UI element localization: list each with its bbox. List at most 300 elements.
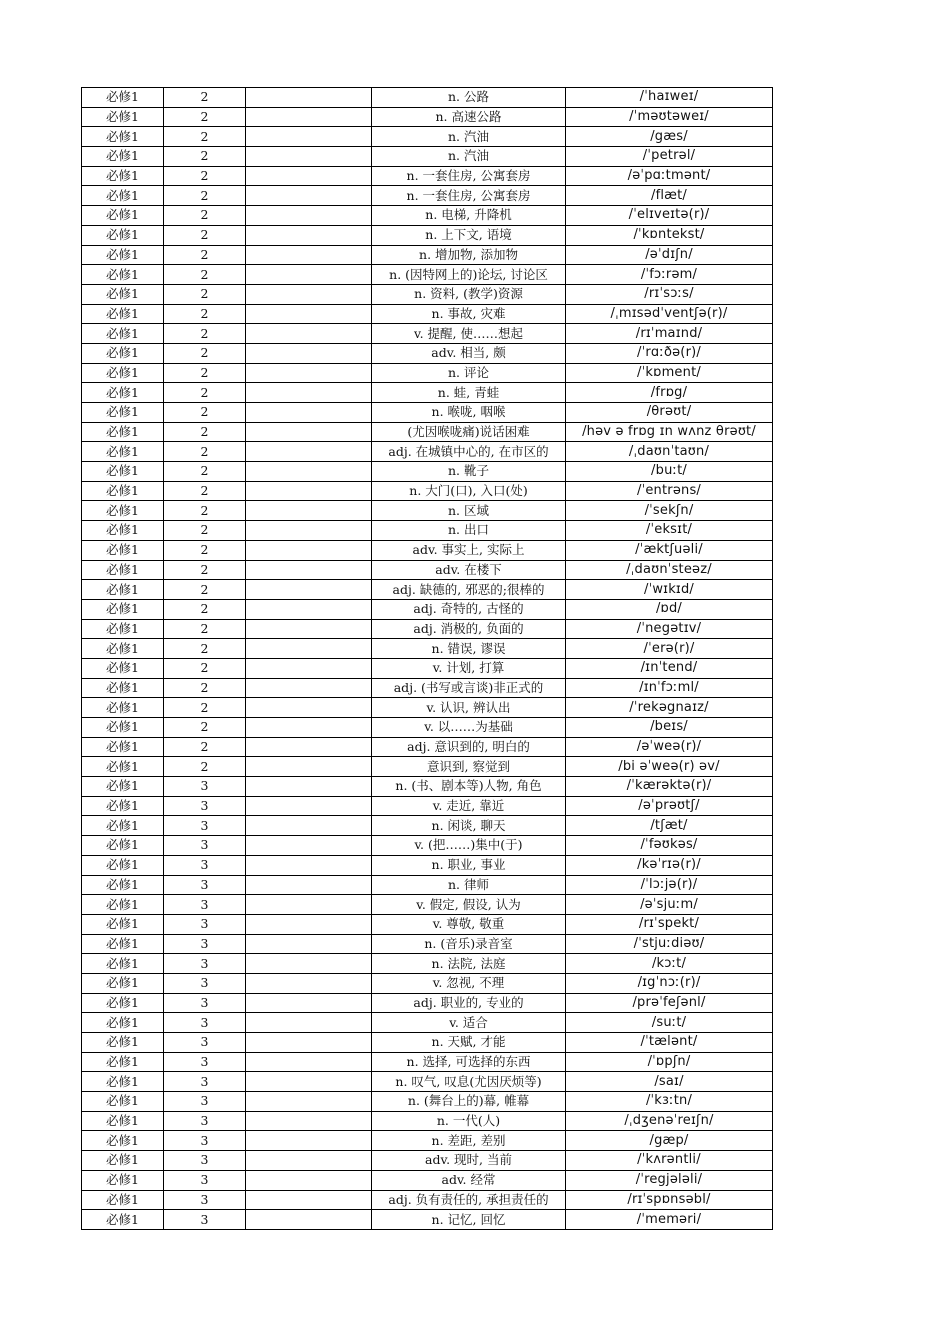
unit-cell: 3 — [164, 1033, 246, 1053]
unit-cell: 2 — [164, 107, 246, 127]
book-cell: 必修1 — [82, 127, 164, 147]
meaning-cell: n. 靴子 — [372, 462, 566, 482]
meaning-cell: n. 闲谈, 聊天 — [372, 816, 566, 836]
phonetic-cell: /rɪˈspɒnsəbl/ — [566, 1190, 773, 1210]
phonetic-cell: /ˈelɪveɪtə(r)/ — [566, 206, 773, 226]
unit-cell: 2 — [164, 225, 246, 245]
meaning-cell: n. 高速公路 — [372, 107, 566, 127]
phonetic-cell: /ˈkʌrəntli/ — [566, 1151, 773, 1171]
table-row — [82, 521, 773, 541]
book-cell: 必修1 — [82, 422, 164, 442]
book-cell: 必修1 — [82, 737, 164, 757]
phonetic-cell: /ˈrɑːðə(r)/ — [566, 343, 773, 363]
phonetic-cell: /rɪˈspekt/ — [566, 914, 773, 934]
book-cell: 必修1 — [82, 403, 164, 423]
table-row — [82, 540, 773, 560]
table-row — [82, 186, 773, 206]
table-row — [82, 1131, 773, 1151]
word-cell — [246, 107, 372, 127]
book-cell: 必修1 — [82, 698, 164, 718]
table-row — [82, 284, 773, 304]
book-cell: 必修1 — [82, 265, 164, 285]
book-cell: 必修1 — [82, 954, 164, 974]
table-row — [82, 777, 773, 797]
book-cell: 必修1 — [82, 816, 164, 836]
meaning-cell: adj. 负有责任的, 承担责任的 — [372, 1190, 566, 1210]
meaning-cell: adj. 职业的, 专业的 — [372, 993, 566, 1013]
book-cell: 必修1 — [82, 757, 164, 777]
table-row — [82, 698, 773, 718]
unit-cell: 2 — [164, 599, 246, 619]
book-cell: 必修1 — [82, 501, 164, 521]
meaning-cell: v. 以……为基础 — [372, 718, 566, 738]
book-cell: 必修1 — [82, 875, 164, 895]
phonetic-cell: /ˈentrəns/ — [566, 481, 773, 501]
meaning-cell: (尤因喉咙痛)说话困难 — [372, 422, 566, 442]
book-cell: 必修1 — [82, 914, 164, 934]
book-cell: 必修1 — [82, 895, 164, 915]
phonetic-cell: /rɪˈmaɪnd/ — [566, 324, 773, 344]
meaning-cell: n. 大门(口), 入口(处) — [372, 481, 566, 501]
meaning-cell: adv. 事实上, 实际上 — [372, 540, 566, 560]
phonetic-cell: /flæt/ — [566, 186, 773, 206]
unit-cell: 2 — [164, 560, 246, 580]
word-cell — [246, 658, 372, 678]
book-cell: 必修1 — [82, 855, 164, 875]
meaning-cell: n. (舞台上的)幕, 帷幕 — [372, 1092, 566, 1112]
word-cell — [246, 993, 372, 1013]
phonetic-cell: /əˈprəʊtʃ/ — [566, 796, 773, 816]
phonetic-cell: /həv ə frɒg ɪn wʌnz θrəʊt/ — [566, 422, 773, 442]
table-row — [82, 1210, 773, 1230]
book-cell: 必修1 — [82, 658, 164, 678]
table-row — [82, 127, 773, 147]
phonetic-cell: /saɪ/ — [566, 1072, 773, 1092]
table-row — [82, 954, 773, 974]
phonetic-cell: /ˈstjuːdiəʊ/ — [566, 934, 773, 954]
unit-cell: 2 — [164, 363, 246, 383]
word-cell — [246, 166, 372, 186]
book-cell: 必修1 — [82, 580, 164, 600]
book-cell: 必修1 — [82, 284, 164, 304]
table-row — [82, 1111, 773, 1131]
word-cell — [246, 698, 372, 718]
phonetic-cell: /ˈkɒment/ — [566, 363, 773, 383]
phonetic-cell: /əˈweə(r)/ — [566, 737, 773, 757]
word-cell — [246, 816, 372, 836]
unit-cell: 2 — [164, 442, 246, 462]
word-cell — [246, 521, 372, 541]
unit-cell: 2 — [164, 501, 246, 521]
phonetic-cell: /ˈtælənt/ — [566, 1033, 773, 1053]
word-cell — [246, 501, 372, 521]
word-cell — [246, 403, 372, 423]
phonetic-cell: /ˈpetrəl/ — [566, 147, 773, 167]
table-row — [82, 836, 773, 856]
phonetic-cell: /ˈkɜːtn/ — [566, 1092, 773, 1112]
word-cell — [246, 580, 372, 600]
unit-cell: 2 — [164, 304, 246, 324]
book-cell: 必修1 — [82, 718, 164, 738]
unit-cell: 2 — [164, 718, 246, 738]
table-row — [82, 580, 773, 600]
table-row — [82, 1072, 773, 1092]
word-cell — [246, 1033, 372, 1053]
book-cell: 必修1 — [82, 1170, 164, 1190]
table-row — [82, 166, 773, 186]
book-cell: 必修1 — [82, 1131, 164, 1151]
phonetic-cell: /əˈsjuːm/ — [566, 895, 773, 915]
book-cell: 必修1 — [82, 678, 164, 698]
book-cell: 必修1 — [82, 1210, 164, 1230]
book-cell: 必修1 — [82, 1013, 164, 1033]
unit-cell: 3 — [164, 954, 246, 974]
word-cell — [246, 481, 372, 501]
word-cell — [246, 186, 372, 206]
unit-cell: 2 — [164, 422, 246, 442]
book-cell: 必修1 — [82, 383, 164, 403]
book-cell: 必修1 — [82, 107, 164, 127]
meaning-cell: adv. 相当, 颇 — [372, 343, 566, 363]
unit-cell: 2 — [164, 166, 246, 186]
meaning-cell: n. 电梯, 升降机 — [372, 206, 566, 226]
table-row — [82, 1013, 773, 1033]
unit-cell: 3 — [164, 895, 246, 915]
meaning-cell: v. 计划, 打算 — [372, 658, 566, 678]
meaning-cell: n. 一套住房, 公寓套房 — [372, 186, 566, 206]
word-cell — [246, 1013, 372, 1033]
meaning-cell: n. 资料, (教学)资源 — [372, 284, 566, 304]
unit-cell: 3 — [164, 1190, 246, 1210]
vocabulary-table-body — [82, 88, 773, 1230]
phonetic-cell: /bi əˈweə(r) əv/ — [566, 757, 773, 777]
meaning-cell: adv. 在楼下 — [372, 560, 566, 580]
unit-cell: 2 — [164, 737, 246, 757]
unit-cell: 3 — [164, 1151, 246, 1171]
meaning-cell: n. 上下文, 语境 — [372, 225, 566, 245]
meaning-cell: n. 叹气, 叹息(尤因厌烦等) — [372, 1072, 566, 1092]
book-cell: 必修1 — [82, 1072, 164, 1092]
book-cell: 必修1 — [82, 1052, 164, 1072]
phonetic-cell: /ˈsekʃn/ — [566, 501, 773, 521]
meaning-cell: n. 法院, 法庭 — [372, 954, 566, 974]
meaning-cell: adj. (书写或言谈)非正式的 — [372, 678, 566, 698]
phonetic-cell: /ˈkærəktə(r)/ — [566, 777, 773, 797]
unit-cell: 3 — [164, 1170, 246, 1190]
unit-cell: 3 — [164, 1111, 246, 1131]
phonetic-cell: /ˈerə(r)/ — [566, 639, 773, 659]
word-cell — [246, 1131, 372, 1151]
table-row — [82, 560, 773, 580]
table-row — [82, 816, 773, 836]
meaning-cell: n. 差距, 差别 — [372, 1131, 566, 1151]
word-cell — [246, 973, 372, 993]
table-row — [82, 855, 773, 875]
meaning-cell: n. 出口 — [372, 521, 566, 541]
word-cell — [246, 1190, 372, 1210]
phonetic-cell: /ɪnˈtend/ — [566, 658, 773, 678]
phonetic-cell: /ˈæktʃuəli/ — [566, 540, 773, 560]
meaning-cell: v. 假定, 假设, 认为 — [372, 895, 566, 915]
word-cell — [246, 718, 372, 738]
book-cell: 必修1 — [82, 88, 164, 108]
phonetic-cell: /gæs/ — [566, 127, 773, 147]
phonetic-cell: /buːt/ — [566, 462, 773, 482]
unit-cell: 2 — [164, 88, 246, 108]
word-cell — [246, 639, 372, 659]
meaning-cell: n. 评论 — [372, 363, 566, 383]
book-cell: 必修1 — [82, 206, 164, 226]
unit-cell: 3 — [164, 993, 246, 1013]
word-cell — [246, 678, 372, 698]
table-row — [82, 481, 773, 501]
word-cell — [246, 599, 372, 619]
table-row — [82, 88, 773, 108]
table-row — [82, 718, 773, 738]
unit-cell: 3 — [164, 816, 246, 836]
phonetic-cell: /ˌdaʊnˈsteəz/ — [566, 560, 773, 580]
unit-cell: 3 — [164, 1052, 246, 1072]
word-cell — [246, 343, 372, 363]
unit-cell: 3 — [164, 796, 246, 816]
meaning-cell: v. 认识, 辨认出 — [372, 698, 566, 718]
meaning-cell: v. (把……)集中(于) — [372, 836, 566, 856]
book-cell: 必修1 — [82, 777, 164, 797]
table-row — [82, 934, 773, 954]
unit-cell: 2 — [164, 147, 246, 167]
unit-cell: 2 — [164, 580, 246, 600]
word-cell — [246, 127, 372, 147]
table-row — [82, 442, 773, 462]
phonetic-cell: /ˈrekəgnaɪz/ — [566, 698, 773, 718]
phonetic-cell: /əˈdɪʃn/ — [566, 245, 773, 265]
unit-cell: 2 — [164, 639, 246, 659]
meaning-cell: n. 公路 — [372, 88, 566, 108]
book-cell: 必修1 — [82, 1151, 164, 1171]
phonetic-cell: /ˈfəʊkəs/ — [566, 836, 773, 856]
word-cell — [246, 1210, 372, 1230]
phonetic-cell: /ˌmɪsədˈventʃə(r)/ — [566, 304, 773, 324]
meaning-cell: adj. 在城镇中心的, 在市区的 — [372, 442, 566, 462]
book-cell: 必修1 — [82, 245, 164, 265]
meaning-cell: n. (因特网上的)论坛, 讨论区 — [372, 265, 566, 285]
phonetic-cell: /ˌdʒenəˈreɪʃn/ — [566, 1111, 773, 1131]
meaning-cell: adj. 奇特的, 古怪的 — [372, 599, 566, 619]
book-cell: 必修1 — [82, 186, 164, 206]
table-row — [82, 914, 773, 934]
meaning-cell: v. 尊敬, 敬重 — [372, 914, 566, 934]
meaning-cell: n. (书、剧本等)人物, 角色 — [372, 777, 566, 797]
unit-cell: 2 — [164, 265, 246, 285]
meaning-cell: v. 提醒, 使……想起 — [372, 324, 566, 344]
unit-cell: 3 — [164, 1072, 246, 1092]
phonetic-cell: /ˈlɔːjə(r)/ — [566, 875, 773, 895]
meaning-cell: n. 蛙, 青蛙 — [372, 383, 566, 403]
phonetic-cell: /ˈwɪkɪd/ — [566, 580, 773, 600]
book-cell: 必修1 — [82, 639, 164, 659]
phonetic-cell: /kɔːt/ — [566, 954, 773, 974]
unit-cell: 2 — [164, 698, 246, 718]
meaning-cell: n. 选择, 可选择的东西 — [372, 1052, 566, 1072]
word-cell — [246, 796, 372, 816]
meaning-cell: n. 错误, 谬误 — [372, 639, 566, 659]
unit-cell: 3 — [164, 914, 246, 934]
table-row — [82, 403, 773, 423]
table-row — [82, 206, 773, 226]
phonetic-cell: /ˈfɔːrəm/ — [566, 265, 773, 285]
table-row — [82, 363, 773, 383]
word-cell — [246, 855, 372, 875]
meaning-cell: adj. 意识到的, 明白的 — [372, 737, 566, 757]
unit-cell: 2 — [164, 757, 246, 777]
book-cell: 必修1 — [82, 521, 164, 541]
word-cell — [246, 757, 372, 777]
meaning-cell: n. 一套住房, 公寓套房 — [372, 166, 566, 186]
unit-cell: 3 — [164, 855, 246, 875]
unit-cell: 2 — [164, 462, 246, 482]
table-row — [82, 875, 773, 895]
word-cell — [246, 1170, 372, 1190]
unit-cell: 3 — [164, 973, 246, 993]
word-cell — [246, 954, 372, 974]
phonetic-cell: /ˈkɒntekst/ — [566, 225, 773, 245]
word-cell — [246, 1151, 372, 1171]
unit-cell: 2 — [164, 206, 246, 226]
word-cell — [246, 284, 372, 304]
table-row — [82, 245, 773, 265]
phonetic-cell: /prəˈfeʃənl/ — [566, 993, 773, 1013]
unit-cell: 2 — [164, 383, 246, 403]
word-cell — [246, 1092, 372, 1112]
phonetic-cell: /kəˈrɪə(r)/ — [566, 855, 773, 875]
word-cell — [246, 442, 372, 462]
meaning-cell: n. 事故, 灾难 — [372, 304, 566, 324]
table-row — [82, 757, 773, 777]
word-cell — [246, 383, 372, 403]
phonetic-cell: /ɒd/ — [566, 599, 773, 619]
unit-cell: 3 — [164, 1092, 246, 1112]
phonetic-cell: /beɪs/ — [566, 718, 773, 738]
unit-cell: 2 — [164, 540, 246, 560]
book-cell: 必修1 — [82, 560, 164, 580]
book-cell: 必修1 — [82, 343, 164, 363]
word-cell — [246, 737, 372, 757]
word-cell — [246, 1111, 372, 1131]
table-row — [82, 501, 773, 521]
meaning-cell: n. 记忆, 回忆 — [372, 1210, 566, 1230]
table-row — [82, 1052, 773, 1072]
unit-cell: 2 — [164, 324, 246, 344]
table-row — [82, 639, 773, 659]
table-row — [82, 343, 773, 363]
table-row — [82, 1190, 773, 1210]
meaning-cell: n. 汽油 — [372, 127, 566, 147]
phonetic-cell: /ˈeksɪt/ — [566, 521, 773, 541]
meaning-cell: n. 律师 — [372, 875, 566, 895]
unit-cell: 3 — [164, 1210, 246, 1230]
word-cell — [246, 324, 372, 344]
word-cell — [246, 363, 372, 383]
unit-cell: 2 — [164, 186, 246, 206]
meaning-cell: n. 一代(人) — [372, 1111, 566, 1131]
phonetic-cell: /θrəʊt/ — [566, 403, 773, 423]
table-row — [82, 1170, 773, 1190]
phonetic-cell: /rɪˈsɔːs/ — [566, 284, 773, 304]
unit-cell: 2 — [164, 521, 246, 541]
table-row — [82, 422, 773, 442]
meaning-cell: adj. 缺德的, 邪恶的;很棒的 — [372, 580, 566, 600]
table-row — [82, 107, 773, 127]
unit-cell: 2 — [164, 245, 246, 265]
unit-cell: 3 — [164, 836, 246, 856]
unit-cell: 3 — [164, 934, 246, 954]
vocabulary-table — [81, 87, 773, 1230]
book-cell: 必修1 — [82, 599, 164, 619]
meaning-cell: n. 区域 — [372, 501, 566, 521]
word-cell — [246, 265, 372, 285]
meaning-cell: n. (音乐)录音室 — [372, 934, 566, 954]
phonetic-cell: /əˈpɑːtmənt/ — [566, 166, 773, 186]
book-cell: 必修1 — [82, 973, 164, 993]
book-cell: 必修1 — [82, 1033, 164, 1053]
unit-cell: 2 — [164, 284, 246, 304]
word-cell — [246, 1052, 372, 1072]
word-cell — [246, 895, 372, 915]
word-cell — [246, 462, 372, 482]
table-row — [82, 737, 773, 757]
unit-cell: 2 — [164, 343, 246, 363]
phonetic-cell: /ˈməʊtəweɪ/ — [566, 107, 773, 127]
meaning-cell: n. 汽油 — [372, 147, 566, 167]
phonetic-cell: /ˈhaɪweɪ/ — [566, 88, 773, 108]
word-cell — [246, 206, 372, 226]
phonetic-cell: /frɒg/ — [566, 383, 773, 403]
phonetic-cell: /ɪnˈfɔːml/ — [566, 678, 773, 698]
word-cell — [246, 619, 372, 639]
table-row — [82, 619, 773, 639]
word-cell — [246, 777, 372, 797]
word-cell — [246, 836, 372, 856]
unit-cell: 2 — [164, 678, 246, 698]
table-row — [82, 324, 773, 344]
word-cell — [246, 1072, 372, 1092]
phonetic-cell: /ˈmeməri/ — [566, 1210, 773, 1230]
book-cell: 必修1 — [82, 993, 164, 1013]
phonetic-cell: /ˌdaʊnˈtaʊn/ — [566, 442, 773, 462]
table-row — [82, 1033, 773, 1053]
word-cell — [246, 422, 372, 442]
phonetic-cell: /ˈnegətɪv/ — [566, 619, 773, 639]
book-cell: 必修1 — [82, 1111, 164, 1131]
meaning-cell: n. 职业, 事业 — [372, 855, 566, 875]
unit-cell: 2 — [164, 619, 246, 639]
word-cell — [246, 225, 372, 245]
book-cell: 必修1 — [82, 540, 164, 560]
book-cell: 必修1 — [82, 796, 164, 816]
unit-cell: 3 — [164, 1131, 246, 1151]
table-row — [82, 383, 773, 403]
table-row — [82, 462, 773, 482]
meaning-cell: adj. 消极的, 负面的 — [372, 619, 566, 639]
table-row — [82, 796, 773, 816]
unit-cell: 2 — [164, 403, 246, 423]
table-row — [82, 973, 773, 993]
unit-cell: 3 — [164, 875, 246, 895]
phonetic-cell: /gæp/ — [566, 1131, 773, 1151]
word-cell — [246, 147, 372, 167]
table-row — [82, 678, 773, 698]
table-row — [82, 147, 773, 167]
